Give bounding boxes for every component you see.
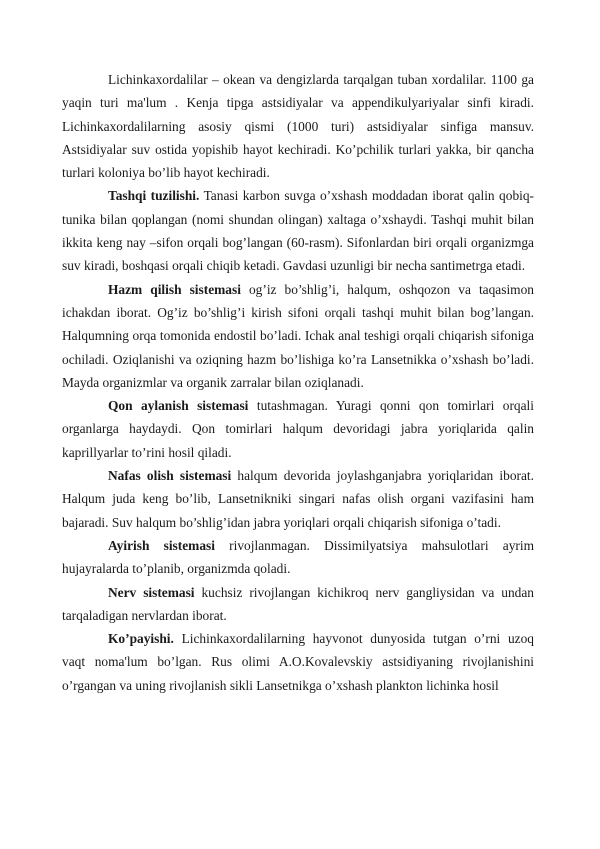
paragraph-text: Lichinkaxordalilarning hayvonot dunyosida tutgan o’rni uzoq vaqt noma'lum bo’lgan. Rus olimi A.O.Kovalevskiy astsidiyaning rivojlanishini o’rgangan va uning rivojlanish sikli Lansetnikga o’xshash plankton lichinka hosil: [62, 631, 534, 693]
paragraph-reproduction: [62, 627, 534, 697]
paragraph-term: Ko’payishi.: [108, 631, 174, 647]
paragraph-excretory-system: [62, 534, 534, 581]
paragraph-text: og’iz bo’shlig’i, halqum, oshqozon va taqasimon ichakdan iborat. Og’iz bo’shlig’i kirish sifoni orqali tashqi muhit bilan bog’langan. Halqumning orqa tomonida endostil bo’ladi. Ichak anal teshigi orqali chiqarish sifoniga ochiladi. Oziqlanishi va oziqning hazm bo’lishiga ko’ra Lansetnikka o’xshash bo’ladi. Mayda organizmlar va organik zarralar bilan oziqlanadi.: [62, 281, 534, 390]
paragraph-term: Nerv sistemasi: [108, 584, 195, 600]
paragraph-term: Nafas olish sistemasi: [108, 468, 232, 484]
paragraph-text: rivojlanmagan. Dissimilyatsiya mahsulotlari ayrim hujayralarda to’planib, organizmda qoladi.: [62, 537, 535, 577]
paragraph-nervous-system: [62, 581, 534, 628]
paragraph-text: tutashmagan. Yuragi qonni qon tomirlari orqali organlarga haydaydi. Qon tomirlari halqum devoridagi jabra yoriqlarida qalin kaprillyarlar to’rini hosil qiladi.: [62, 398, 534, 460]
paragraph-digestive-system: [62, 278, 534, 394]
paragraph-term: Hazm qilish sistemasi: [108, 281, 241, 297]
paragraph-external-structure: [62, 184, 534, 277]
paragraph-text: Tanasi karbon suvga o’xshash moddadan iborat qalin qobiq-tunika bilan qoplangan (nomi shundan olingan) xaltaga o’xshaydi. Tashqi muhit bilan ikkita keng nay –sifon orqali bog’langan (60-rasm). Sifonlardan biri orqali organizmga suv kiradi, boshqasi orqali chiqib ketadi. Gavdasi uzunligi bir necha santimetrga etadi.: [62, 188, 535, 274]
paragraph-term: Ayirish sistemasi: [108, 537, 215, 553]
paragraph-term: Qon aylanish sistemasi: [108, 398, 249, 414]
paragraph-respiratory-system: [62, 464, 534, 534]
paragraph-text: kuchsiz rivojlangan kichikroq nerv gangliysidan va undan tarqaladigan nervlardan iborat.: [62, 584, 534, 623]
paragraph-intro: [62, 68, 534, 184]
document-page: [62, 68, 534, 697]
paragraph-circulatory-system: [62, 394, 534, 464]
paragraph-term: Tashqi tuzilishi.: [108, 188, 200, 204]
paragraph-text: Lichinkaxordalilar – okean va dengizlarda tarqalgan tuban xordalilar. 1100 ga yaqin turi ma'lum . Kenja tipga astsidiyalar va appendikulyariyalar sinfi kiradi. Lichinkaxordalilarning asosiy qismi (1000 turi) astsidiyalar sinfiga mansuv. Astsidiyalar suv ostida yopishib hayot kechiradi. Ko’pchilik turlari yakka, bir qancha turlari koloniya bo’lib hayot kechiradi.: [62, 72, 534, 181]
paragraph-text: halqum devorida joylashganjabra yoriqlaridan iborat. Halqum juda keng bo’lib, Lansetnikniki singari nafas olish organi vazifasini ham bajaradi. Suv halqum bo’shlig’idan jabra yoriqlari orqali chiqarish sifoniga o’tadi.: [62, 468, 534, 530]
